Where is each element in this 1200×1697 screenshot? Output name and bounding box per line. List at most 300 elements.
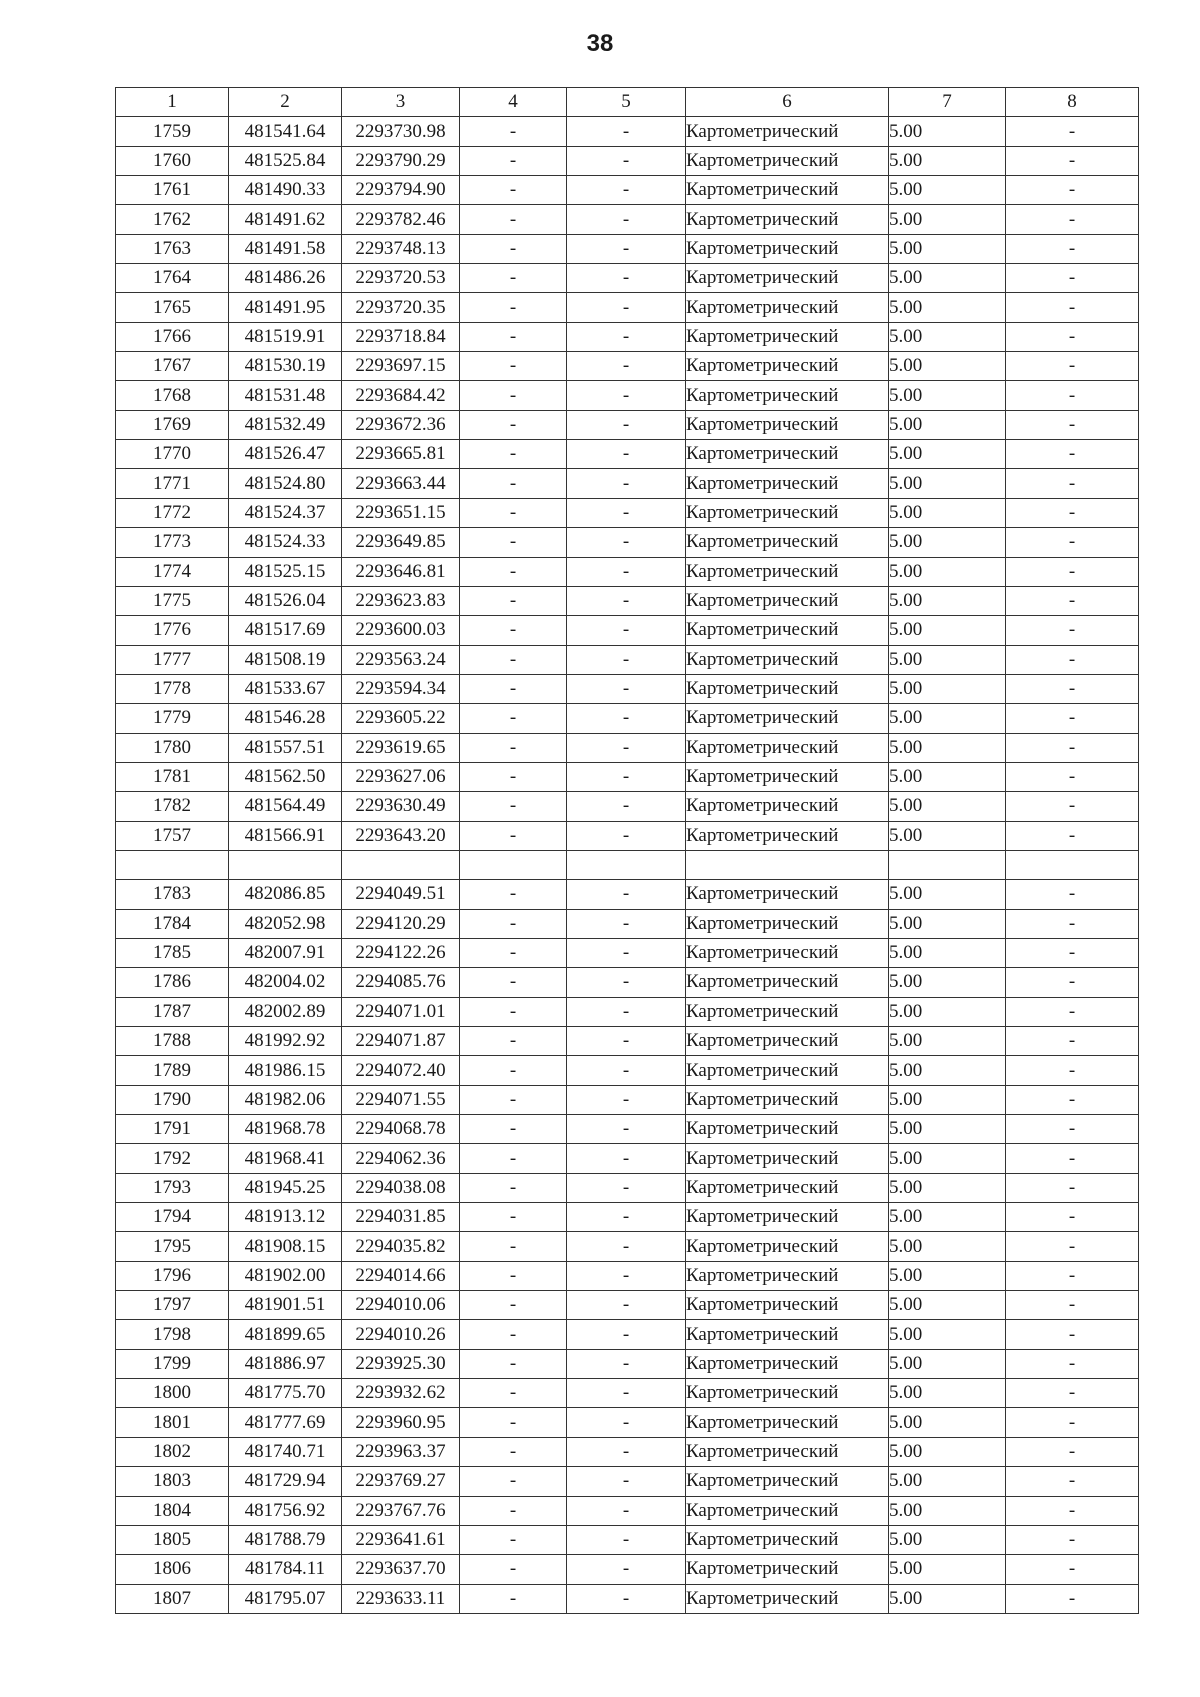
column-4-cell: - [460, 821, 567, 850]
table-body [116, 88, 1139, 1614]
point-number-cell: 1766 [116, 322, 229, 351]
accuracy-cell: 5.00 [889, 352, 1006, 381]
method-cell [686, 850, 889, 879]
x-coordinate-cell: 481524.80 [229, 469, 342, 498]
column-5-cell: - [567, 234, 686, 263]
column-5-cell: - [567, 1525, 686, 1554]
accuracy-cell: 5.00 [889, 586, 1006, 615]
y-coordinate-cell: 2294010.26 [342, 1320, 460, 1349]
method-cell: Картометрический [686, 997, 889, 1026]
column-8-cell: - [1006, 1291, 1139, 1320]
method-cell: Картометрический [686, 1496, 889, 1525]
x-coordinate-cell: 481546.28 [229, 704, 342, 733]
x-coordinate-cell: 481525.15 [229, 557, 342, 586]
method-cell: Картометрический [686, 938, 889, 967]
accuracy-cell: 5.00 [889, 1115, 1006, 1144]
method-cell: Картометрический [686, 1056, 889, 1085]
column-8-cell: - [1006, 586, 1139, 615]
method-cell: Картометрический [686, 616, 889, 645]
column-8-cell: - [1006, 410, 1139, 439]
table-row [116, 1320, 1139, 1349]
point-number-cell: 1796 [116, 1261, 229, 1290]
column-5-cell: - [567, 1408, 686, 1437]
table-row [116, 410, 1139, 439]
method-cell: Картометрический [686, 322, 889, 351]
table-row [116, 1584, 1139, 1613]
point-number-cell: 1798 [116, 1320, 229, 1349]
column-8-cell: - [1006, 1584, 1139, 1613]
column-8-cell: - [1006, 1320, 1139, 1349]
method-cell: Картометрический [686, 1349, 889, 1378]
x-coordinate-cell: 481557.51 [229, 733, 342, 762]
x-coordinate-cell: 481486.26 [229, 264, 342, 293]
point-number-cell: 1803 [116, 1467, 229, 1496]
table-row [116, 1291, 1139, 1320]
method-cell: Картометрический [686, 1115, 889, 1144]
y-coordinate-cell: 2293633.11 [342, 1584, 460, 1613]
table-row [116, 234, 1139, 263]
y-coordinate-cell: 2293663.44 [342, 469, 460, 498]
column-4-cell: - [460, 264, 567, 293]
column-8-cell: - [1006, 938, 1139, 967]
x-coordinate-cell: 481740.71 [229, 1437, 342, 1466]
point-number-cell: 1783 [116, 880, 229, 909]
x-coordinate-cell: 481541.64 [229, 117, 342, 146]
method-cell: Картометрический [686, 1584, 889, 1613]
table-row [116, 616, 1139, 645]
point-number-cell: 1762 [116, 205, 229, 234]
accuracy-cell: 5.00 [889, 1203, 1006, 1232]
point-number-cell: 1793 [116, 1173, 229, 1202]
method-cell: Картометрический [686, 381, 889, 410]
x-coordinate-cell: 481982.06 [229, 1085, 342, 1114]
accuracy-cell: 5.00 [889, 264, 1006, 293]
column-8-cell: - [1006, 322, 1139, 351]
column-4-cell: - [460, 469, 567, 498]
table-row [116, 704, 1139, 733]
y-coordinate-cell: 2294031.85 [342, 1203, 460, 1232]
method-cell: Картометрический [686, 909, 889, 938]
accuracy-cell: 5.00 [889, 938, 1006, 967]
column-4-cell: - [460, 205, 567, 234]
x-coordinate-cell: 481795.07 [229, 1584, 342, 1613]
point-number-cell: 1777 [116, 645, 229, 674]
x-coordinate-cell: 482007.91 [229, 938, 342, 967]
column-5-cell [567, 850, 686, 879]
accuracy-cell: 5.00 [889, 1496, 1006, 1525]
method-cell: Картометрический [686, 410, 889, 439]
accuracy-cell: 5.00 [889, 1232, 1006, 1261]
y-coordinate-cell: 2293718.84 [342, 322, 460, 351]
y-coordinate-cell: 2294085.76 [342, 968, 460, 997]
accuracy-cell: 5.00 [889, 1320, 1006, 1349]
method-cell: Картометрический [686, 1437, 889, 1466]
point-number-cell: 1790 [116, 1085, 229, 1114]
column-4-cell: - [460, 645, 567, 674]
table-row [116, 1085, 1139, 1114]
column-5-cell: - [567, 1320, 686, 1349]
accuracy-cell: 5.00 [889, 234, 1006, 263]
header-cell: 6 [686, 88, 889, 117]
column-4-cell: - [460, 1291, 567, 1320]
y-coordinate-cell: 2294071.87 [342, 1027, 460, 1056]
point-number-cell: 1773 [116, 528, 229, 557]
x-coordinate-cell: 481524.37 [229, 498, 342, 527]
x-coordinate-cell: 481562.50 [229, 762, 342, 791]
method-cell: Картометрический [686, 440, 889, 469]
y-coordinate-cell [342, 850, 460, 879]
y-coordinate-cell: 2293563.24 [342, 645, 460, 674]
method-cell: Картометрический [686, 234, 889, 263]
method-cell: Картометрический [686, 264, 889, 293]
accuracy-cell: 5.00 [889, 645, 1006, 674]
method-cell: Картометрический [686, 1173, 889, 1202]
column-4-cell: - [460, 733, 567, 762]
y-coordinate-cell: 2293767.76 [342, 1496, 460, 1525]
x-coordinate-cell: 481901.51 [229, 1291, 342, 1320]
table-row [116, 792, 1139, 821]
accuracy-cell: 5.00 [889, 1379, 1006, 1408]
accuracy-cell: 5.00 [889, 117, 1006, 146]
x-coordinate-cell: 481517.69 [229, 616, 342, 645]
table-row [116, 1144, 1139, 1173]
column-4-cell: - [460, 381, 567, 410]
table-row [116, 909, 1139, 938]
x-coordinate-cell: 482086.85 [229, 880, 342, 909]
method-cell: Картометрический [686, 1408, 889, 1437]
x-coordinate-cell: 481886.97 [229, 1349, 342, 1378]
point-number-cell: 1775 [116, 586, 229, 615]
column-8-cell: - [1006, 1203, 1139, 1232]
header-cell: 4 [460, 88, 567, 117]
column-5-cell: - [567, 1173, 686, 1202]
column-4-cell: - [460, 968, 567, 997]
y-coordinate-cell: 2294071.55 [342, 1085, 460, 1114]
column-8-cell: - [1006, 1173, 1139, 1202]
x-coordinate-cell: 481968.41 [229, 1144, 342, 1173]
accuracy-cell: 5.00 [889, 1467, 1006, 1496]
x-coordinate-cell: 481526.47 [229, 440, 342, 469]
y-coordinate-cell: 2293651.15 [342, 498, 460, 527]
point-number-cell: 1779 [116, 704, 229, 733]
column-5-cell: - [567, 1085, 686, 1114]
column-5-cell: - [567, 1467, 686, 1496]
point-number-cell: 1760 [116, 146, 229, 175]
point-number-cell: 1772 [116, 498, 229, 527]
accuracy-cell: 5.00 [889, 1584, 1006, 1613]
column-4-cell: - [460, 1379, 567, 1408]
table-row [116, 1115, 1139, 1144]
column-8-cell: - [1006, 821, 1139, 850]
column-4-cell: - [460, 586, 567, 615]
column-4-cell: - [460, 1437, 567, 1466]
column-4-cell: - [460, 1232, 567, 1261]
x-coordinate-cell: 481968.78 [229, 1115, 342, 1144]
table-row [116, 1379, 1139, 1408]
y-coordinate-cell: 2294120.29 [342, 909, 460, 938]
column-5-cell: - [567, 117, 686, 146]
column-5-cell: - [567, 498, 686, 527]
x-coordinate-cell: 482002.89 [229, 997, 342, 1026]
method-cell: Картометрический [686, 1232, 889, 1261]
x-coordinate-cell: 481913.12 [229, 1203, 342, 1232]
point-number-cell: 1804 [116, 1496, 229, 1525]
accuracy-cell: 5.00 [889, 557, 1006, 586]
header-cell: 3 [342, 88, 460, 117]
accuracy-cell: 5.00 [889, 1525, 1006, 1554]
point-number-cell: 1786 [116, 968, 229, 997]
x-coordinate-cell: 481566.91 [229, 821, 342, 850]
y-coordinate-cell: 2293630.49 [342, 792, 460, 821]
column-4-cell: - [460, 1261, 567, 1290]
column-5-cell: - [567, 440, 686, 469]
method-cell: Картометрический [686, 528, 889, 557]
column-5-cell: - [567, 909, 686, 938]
method-cell: Картометрический [686, 352, 889, 381]
column-5-cell: - [567, 762, 686, 791]
column-4-cell: - [460, 1085, 567, 1114]
method-cell: Картометрический [686, 1203, 889, 1232]
column-5-cell: - [567, 1584, 686, 1613]
column-4-cell: - [460, 1056, 567, 1085]
y-coordinate-cell: 2293600.03 [342, 616, 460, 645]
point-number-cell: 1794 [116, 1203, 229, 1232]
x-coordinate-cell: 481992.92 [229, 1027, 342, 1056]
accuracy-cell: 5.00 [889, 1144, 1006, 1173]
column-8-cell: - [1006, 1379, 1139, 1408]
table-row [116, 1555, 1139, 1584]
column-8-cell: - [1006, 498, 1139, 527]
x-coordinate-cell: 481788.79 [229, 1525, 342, 1554]
point-number-cell: 1765 [116, 293, 229, 322]
column-8-cell: - [1006, 146, 1139, 175]
column-8-cell: - [1006, 1467, 1139, 1496]
table-row [116, 469, 1139, 498]
column-8-cell: - [1006, 1261, 1139, 1290]
column-4-cell: - [460, 1555, 567, 1584]
x-coordinate-cell: 482004.02 [229, 968, 342, 997]
column-8-cell: - [1006, 1408, 1139, 1437]
y-coordinate-cell: 2294071.01 [342, 997, 460, 1026]
table-row [116, 528, 1139, 557]
column-8-cell: - [1006, 469, 1139, 498]
column-5-cell: - [567, 1115, 686, 1144]
accuracy-cell: 5.00 [889, 410, 1006, 439]
column-8-cell: - [1006, 234, 1139, 263]
header-row [116, 88, 1139, 117]
x-coordinate-cell: 481531.48 [229, 381, 342, 410]
column-4-cell: - [460, 1320, 567, 1349]
column-5-cell: - [567, 146, 686, 175]
y-coordinate-cell: 2293643.20 [342, 821, 460, 850]
method-cell: Картометрический [686, 1144, 889, 1173]
y-coordinate-cell: 2293790.29 [342, 146, 460, 175]
column-5-cell: - [567, 792, 686, 821]
point-number-cell: 1800 [116, 1379, 229, 1408]
table-row [116, 1027, 1139, 1056]
point-number-cell: 1807 [116, 1584, 229, 1613]
column-5-cell: - [567, 997, 686, 1026]
column-8-cell: - [1006, 117, 1139, 146]
method-cell: Картометрический [686, 968, 889, 997]
table-row [116, 586, 1139, 615]
column-5-cell: - [567, 968, 686, 997]
point-number-cell: 1797 [116, 1291, 229, 1320]
y-coordinate-cell: 2293748.13 [342, 234, 460, 263]
x-coordinate-cell: 481491.95 [229, 293, 342, 322]
table-row [116, 674, 1139, 703]
header-cell: 5 [567, 88, 686, 117]
column-4-cell: - [460, 1584, 567, 1613]
y-coordinate-cell: 2294014.66 [342, 1261, 460, 1290]
column-5-cell: - [567, 880, 686, 909]
table-row [116, 1408, 1139, 1437]
x-coordinate-cell: 481533.67 [229, 674, 342, 703]
y-coordinate-cell: 2293684.42 [342, 381, 460, 410]
column-8-cell: - [1006, 1525, 1139, 1554]
column-8-cell: - [1006, 528, 1139, 557]
x-coordinate-cell: 481508.19 [229, 645, 342, 674]
table-row [116, 1349, 1139, 1378]
column-4-cell: - [460, 909, 567, 938]
y-coordinate-cell: 2294122.26 [342, 938, 460, 967]
table-row [116, 938, 1139, 967]
table-row [116, 1232, 1139, 1261]
method-cell: Картометрический [686, 733, 889, 762]
column-8-cell: - [1006, 968, 1139, 997]
column-5-cell: - [567, 528, 686, 557]
x-coordinate-cell: 481525.84 [229, 146, 342, 175]
column-4-cell: - [460, 1115, 567, 1144]
point-number-cell: 1787 [116, 997, 229, 1026]
x-coordinate-cell: 481756.92 [229, 1496, 342, 1525]
y-coordinate-cell: 2293720.35 [342, 293, 460, 322]
column-4-cell: - [460, 1496, 567, 1525]
accuracy-cell: 5.00 [889, 1056, 1006, 1085]
x-coordinate-cell: 481526.04 [229, 586, 342, 615]
column-8-cell: - [1006, 704, 1139, 733]
table-row [116, 322, 1139, 351]
column-8-cell: - [1006, 1349, 1139, 1378]
x-coordinate-cell: 481530.19 [229, 352, 342, 381]
y-coordinate-cell: 2293769.27 [342, 1467, 460, 1496]
x-coordinate-cell: 481945.25 [229, 1173, 342, 1202]
column-4-cell [460, 850, 567, 879]
column-5-cell: - [567, 586, 686, 615]
y-coordinate-cell: 2293963.37 [342, 1437, 460, 1466]
column-4-cell: - [460, 762, 567, 791]
accuracy-cell: 5.00 [889, 1291, 1006, 1320]
y-coordinate-cell: 2293932.62 [342, 1379, 460, 1408]
point-number-cell: 1805 [116, 1525, 229, 1554]
method-cell: Картометрический [686, 821, 889, 850]
accuracy-cell: 5.00 [889, 968, 1006, 997]
column-4-cell: - [460, 557, 567, 586]
column-4-cell: - [460, 293, 567, 322]
point-number-cell [116, 850, 229, 879]
accuracy-cell: 5.00 [889, 704, 1006, 733]
method-cell: Картометрический [686, 880, 889, 909]
column-4-cell: - [460, 704, 567, 733]
accuracy-cell: 5.00 [889, 1408, 1006, 1437]
point-number-cell: 1802 [116, 1437, 229, 1466]
column-8-cell: - [1006, 381, 1139, 410]
table-row [116, 762, 1139, 791]
point-number-cell: 1792 [116, 1144, 229, 1173]
point-number-cell: 1767 [116, 352, 229, 381]
column-4-cell: - [460, 1467, 567, 1496]
y-coordinate-cell: 2293646.81 [342, 557, 460, 586]
column-4-cell: - [460, 1349, 567, 1378]
accuracy-cell: 5.00 [889, 322, 1006, 351]
column-4-cell: - [460, 410, 567, 439]
accuracy-cell: 5.00 [889, 733, 1006, 762]
column-5-cell: - [567, 733, 686, 762]
column-8-cell: - [1006, 205, 1139, 234]
column-5-cell: - [567, 938, 686, 967]
x-coordinate-cell: 481532.49 [229, 410, 342, 439]
method-cell: Картометрический [686, 1320, 889, 1349]
x-coordinate-cell: 481775.70 [229, 1379, 342, 1408]
column-8-cell: - [1006, 909, 1139, 938]
column-5-cell: - [567, 1232, 686, 1261]
table-row [116, 733, 1139, 762]
column-5-cell: - [567, 1027, 686, 1056]
column-4-cell: - [460, 322, 567, 351]
point-number-cell: 1789 [116, 1056, 229, 1085]
column-5-cell: - [567, 352, 686, 381]
method-cell: Картометрический [686, 704, 889, 733]
column-8-cell: - [1006, 1437, 1139, 1466]
column-8-cell: - [1006, 1115, 1139, 1144]
accuracy-cell: 5.00 [889, 880, 1006, 909]
column-8-cell: - [1006, 352, 1139, 381]
table-row [116, 352, 1139, 381]
x-coordinate-cell: 481784.11 [229, 1555, 342, 1584]
y-coordinate-cell: 2293637.70 [342, 1555, 460, 1584]
method-cell: Картометрический [686, 1555, 889, 1584]
column-5-cell: - [567, 704, 686, 733]
header-cell: 8 [1006, 88, 1139, 117]
point-number-cell: 1771 [116, 469, 229, 498]
y-coordinate-cell: 2293641.61 [342, 1525, 460, 1554]
point-number-cell: 1763 [116, 234, 229, 263]
column-5-cell: - [567, 410, 686, 439]
point-number-cell: 1757 [116, 821, 229, 850]
column-5-cell: - [567, 645, 686, 674]
y-coordinate-cell: 2293960.95 [342, 1408, 460, 1437]
column-5-cell: - [567, 469, 686, 498]
point-number-cell: 1768 [116, 381, 229, 410]
method-cell: Картометрический [686, 146, 889, 175]
accuracy-cell: 5.00 [889, 205, 1006, 234]
column-5-cell: - [567, 176, 686, 205]
accuracy-cell: 5.00 [889, 616, 1006, 645]
y-coordinate-cell: 2293623.83 [342, 586, 460, 615]
point-number-cell: 1761 [116, 176, 229, 205]
point-number-cell: 1780 [116, 733, 229, 762]
column-5-cell: - [567, 264, 686, 293]
accuracy-cell: 5.00 [889, 997, 1006, 1026]
point-number-cell: 1785 [116, 938, 229, 967]
column-4-cell: - [460, 234, 567, 263]
column-8-cell: - [1006, 1496, 1139, 1525]
column-5-cell: - [567, 1496, 686, 1525]
column-4-cell: - [460, 1525, 567, 1554]
accuracy-cell: 5.00 [889, 469, 1006, 498]
column-4-cell: - [460, 1144, 567, 1173]
accuracy-cell: 5.00 [889, 1349, 1006, 1378]
